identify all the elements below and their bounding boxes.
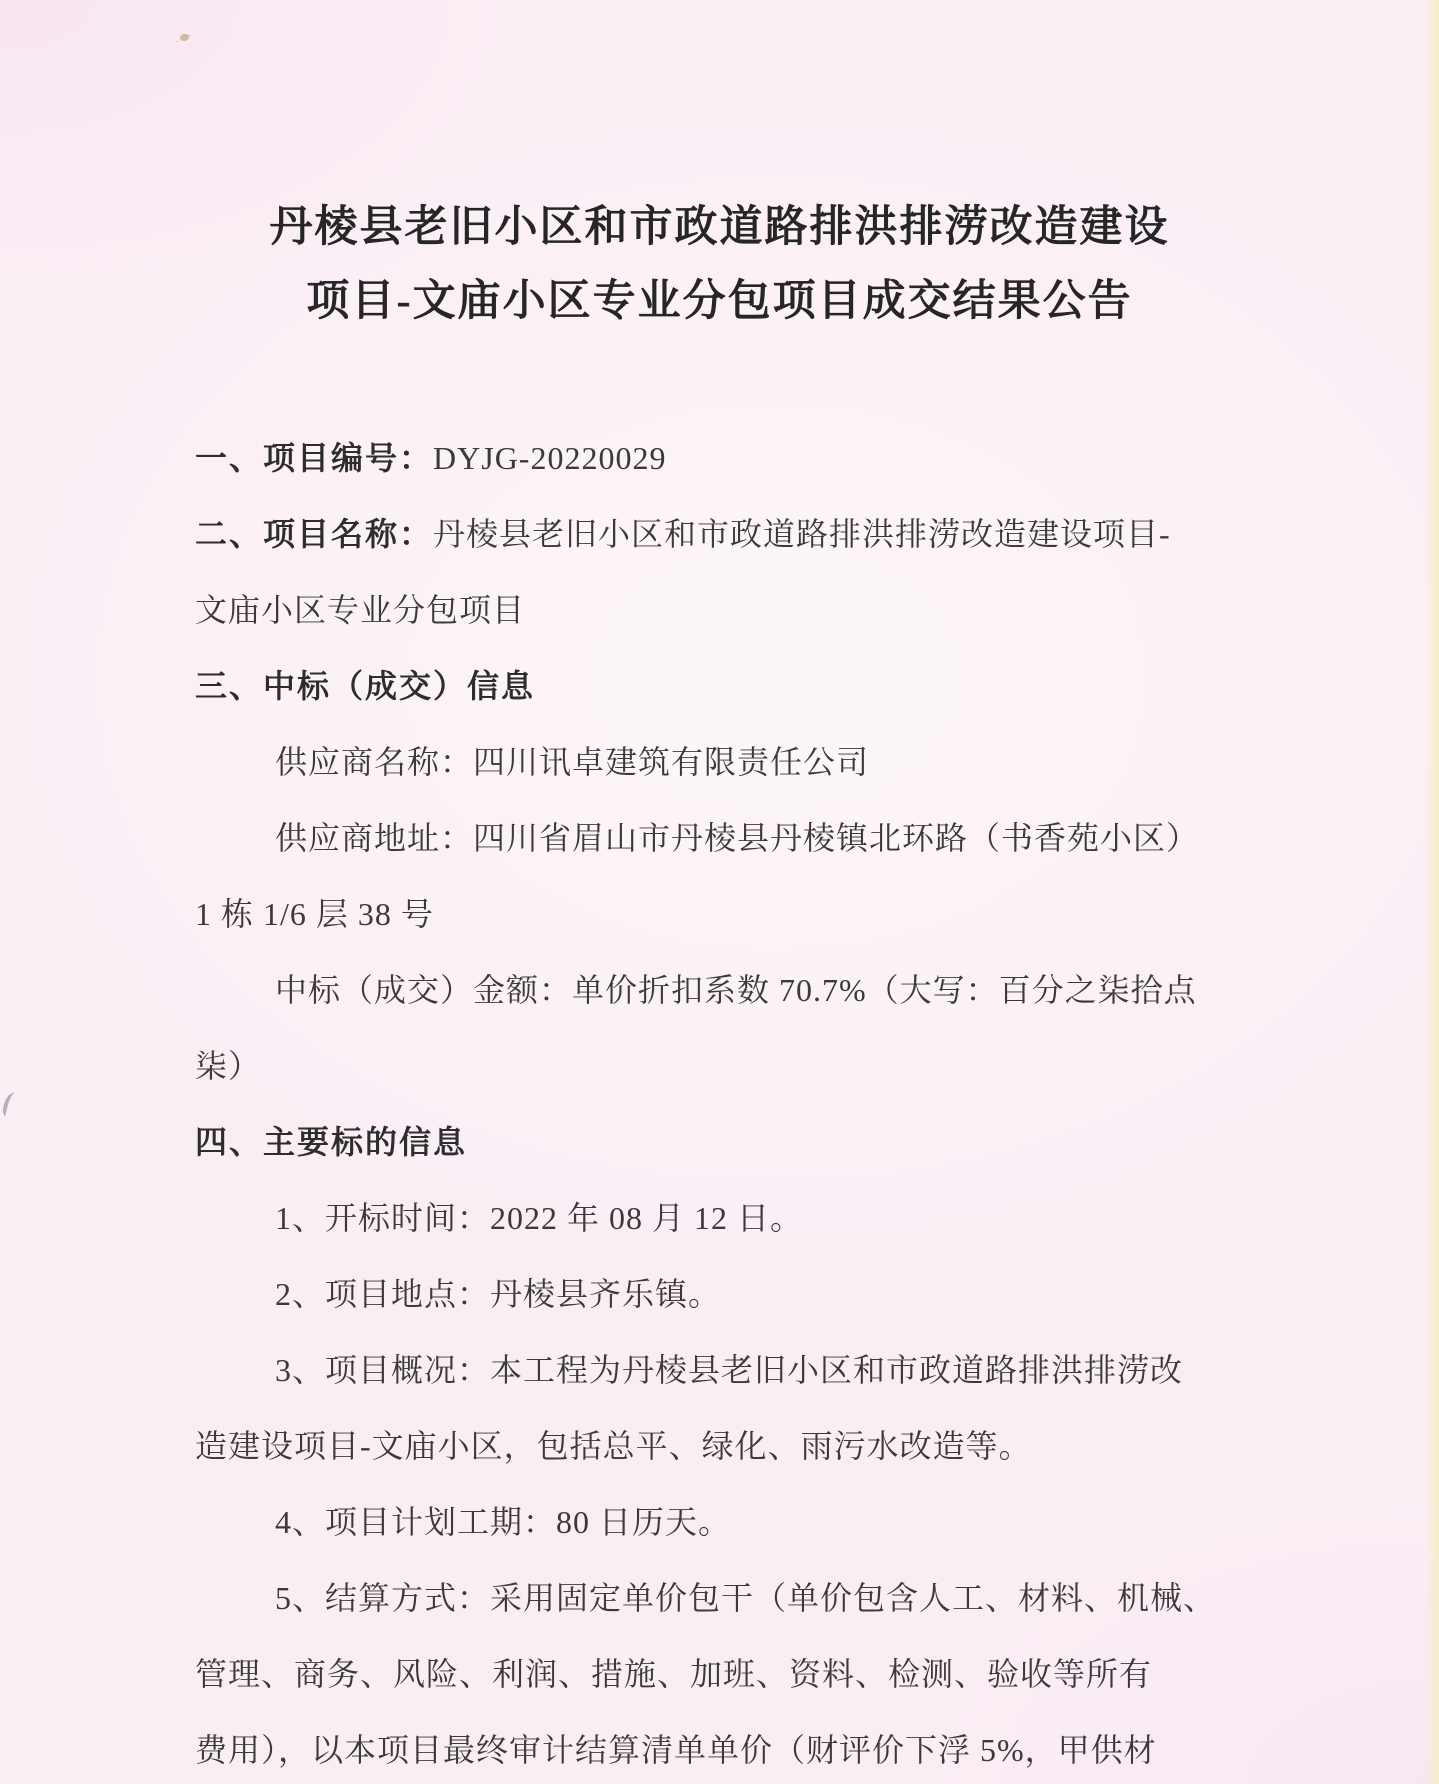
main-items-heading: 四、主要标的信息: [195, 1124, 468, 1160]
project-name-continuation: 文庙小区专业分包项目: [195, 592, 526, 628]
scan-margin-mark: [1, 1091, 20, 1118]
item-settlement-continuation-2: 费用），以本项目最终审计结算清单单价（财评价下浮 5%，甲供材: [195, 1732, 1157, 1768]
project-number-value: DYJG-20220029: [433, 440, 667, 476]
title-line-1: 丹棱县老旧小区和市政道路排洪排涝改造建设: [269, 204, 1170, 251]
item-settlement-continuation-1: 管理、商务、风险、利润、措施、加班、资料、检测、验收等所有: [195, 1656, 1153, 1692]
item-open-date: 1、开标时间：2022 年 08 月 12 日。: [275, 1200, 804, 1236]
supplier-address-continuation: 1 栋 1/6 层 38 号: [195, 896, 434, 932]
award-amount: 中标（成交）金额：单价折扣系数 70.7%（大写：百分之柒拾点: [275, 972, 1197, 1008]
item-overview: 3、项目概况：本工程为丹棱县老旧小区和市政道路排洪排涝改: [275, 1352, 1184, 1388]
document-title: [0, 0, 1439, 339]
project-number-label: 一、项目编号：: [195, 440, 434, 476]
item-overview-continuation: 造建设项目-文庙小区，包括总平、绿化、雨污水改造等。: [195, 1428, 1032, 1464]
supplier-address: 供应商地址：四川省眉山市丹棱县丹棱镇北环路（书香苑小区）: [275, 820, 1200, 856]
item-settlement: 5、结算方式：采用固定单价包干（单价包含人工、材料、机械、: [275, 1580, 1217, 1616]
project-number: [195, 420, 1295, 496]
item-location: 2、项目地点：丹棱县齐乐镇。: [275, 1276, 722, 1312]
scan-edge-strip: [1425, 0, 1439, 1784]
item-duration: 4、项目计划工期：80 日历天。: [275, 1504, 732, 1540]
award-amount-continuation: 柒）: [195, 1048, 262, 1084]
document-body: [195, 420, 1295, 1784]
supplier-name: 供应商名称：四川讯卓建筑有限责任公司: [275, 744, 870, 780]
project-name: [195, 496, 1295, 572]
project-name-label: 二、项目名称：: [195, 516, 434, 552]
title-line-2: 项目-文庙小区专业分包项目成交结果公告: [306, 278, 1133, 325]
award-info-heading: 三、中标（成交）信息: [195, 668, 536, 704]
project-name-value: 丹棱县老旧小区和市政道路排洪排涝改造建设项目-: [433, 516, 1171, 552]
